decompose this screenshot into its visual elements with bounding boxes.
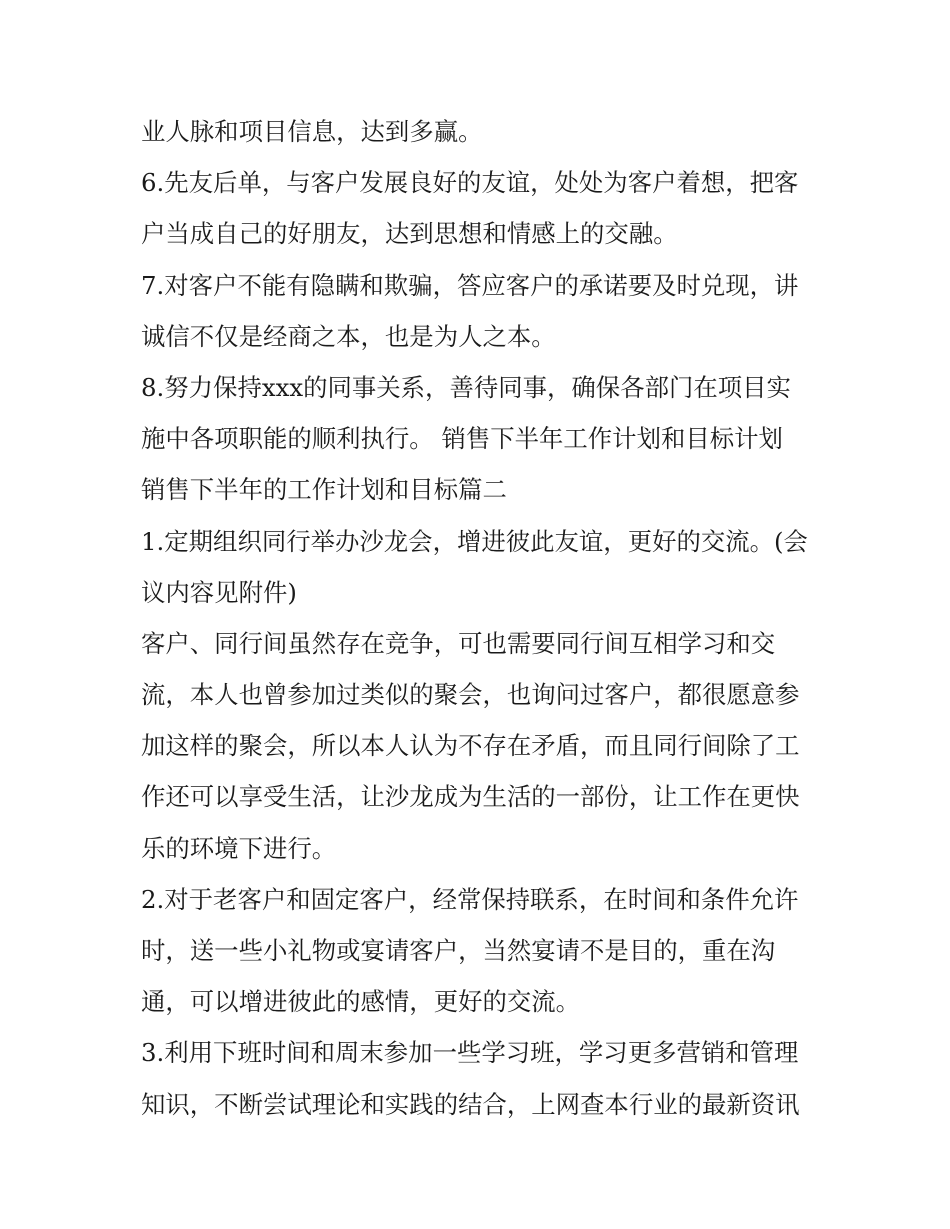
text-line: 6.先友后单，与客户发展良好的友谊，处处为客户着想，把客 xyxy=(141,168,799,198)
section-heading: 销售下半年的工作计划和目标篇二 xyxy=(141,475,507,505)
text-line: 乐的环境下进行。 xyxy=(141,833,337,863)
text-line: 业人脉和项目信息，达到多赢。 xyxy=(141,117,483,146)
text-line: 客户、同行间虽然存在竞争，可也需要同行间互相学习和交 xyxy=(141,628,776,658)
text-line: 诚信不仅是经商之本，也是为人之本。 xyxy=(141,321,556,351)
text-line: 知识，不断尝试理论和实践的结合，上网查本行业的最新资讯 xyxy=(141,1089,800,1119)
text-line: 1.定期组织同行举办沙龙会，增进彼此友谊，更好的交流。(会 xyxy=(141,526,808,556)
text-line: 加这样的聚会，所以本人认为不存在矛盾，而且同行间除了工 xyxy=(141,731,800,761)
text-line: 8.努力保持xxx的同事关系，善待同事，确保各部门在项目实 xyxy=(141,372,791,402)
text-line: 施中各项职能的顺利执行。 销售下半年工作计划和目标计划 xyxy=(141,424,783,454)
text-line: 时，送一些小礼物或宴请客户，当然宴请不是目的，重在沟 xyxy=(141,936,776,965)
document-body xyxy=(141,106,821,1130)
text-line: 2.对于老客户和固定客户，经常保持联系，在时间和条件允许 xyxy=(141,884,799,914)
text-line: 7.对客户不能有隐瞒和欺骗，答应客户的承诺要及时兑现，讲 xyxy=(141,270,799,300)
text-line: 议内容见附件) xyxy=(141,577,297,607)
text-line: 作还可以享受生活，让沙龙成为生活的一部份，让工作在更快 xyxy=(141,782,800,812)
text-line: 通，可以增进彼此的感情，更好的交流。 xyxy=(141,987,581,1017)
text-line: 3.利用下班时间和周末参加一些学习班，学习更多营销和管理 xyxy=(141,1038,799,1068)
text-line: 户当成自己的好朋友，达到思想和情感上的交融。 xyxy=(141,219,678,249)
text-line: 流，本人也曾参加过类似的聚会，也询问过客户，都很愿意参 xyxy=(141,680,800,710)
